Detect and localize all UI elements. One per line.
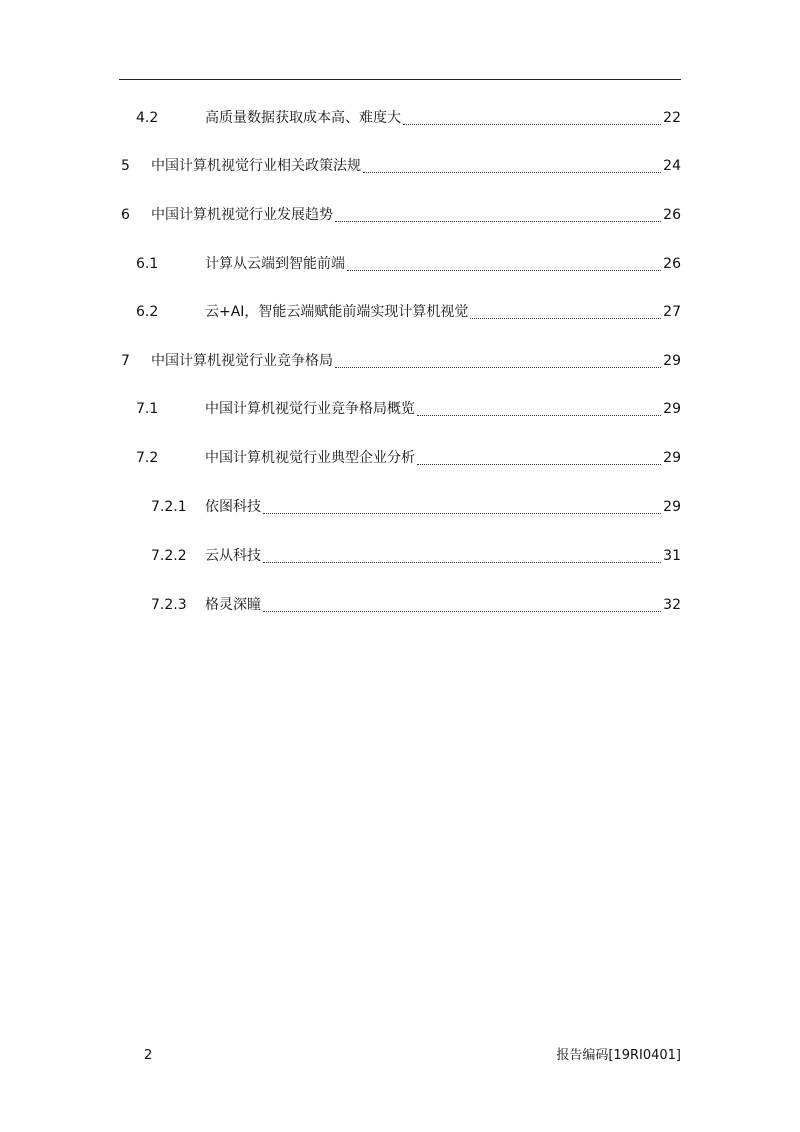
toc-entry-title: 云+AI，智能云端赋能前端实现计算机视觉 xyxy=(205,301,470,323)
toc-entry-number: 7.2.3 xyxy=(151,597,187,613)
toc-entry-page: 29 xyxy=(663,496,681,518)
toc-entry-page: 27 xyxy=(663,301,681,323)
toc-entry[interactable] xyxy=(0,545,800,567)
footer-report-code: 报告编码[19RI0401] xyxy=(556,1048,681,1063)
toc-entry-title: 云从科技 xyxy=(205,545,263,567)
toc-entry-title: 格灵深瞳 xyxy=(205,594,263,616)
dot-leader xyxy=(263,611,661,612)
toc-entry-number: 7 xyxy=(121,353,130,369)
toc-entry-number: 4.2 xyxy=(136,110,159,126)
dot-leader xyxy=(470,318,661,319)
toc-entry[interactable] xyxy=(0,107,800,129)
toc-entry[interactable] xyxy=(0,253,800,275)
toc-entry-number: 6.2 xyxy=(136,304,159,320)
toc-entry-title: 中国计算机视觉行业相关政策法规 xyxy=(151,155,363,177)
toc-entry[interactable] xyxy=(0,155,800,177)
dot-leader xyxy=(347,270,661,271)
toc-entry[interactable] xyxy=(0,594,800,616)
toc-entry-number: 7.2.2 xyxy=(151,548,187,564)
toc-entry-page: 29 xyxy=(663,447,681,469)
toc-entry[interactable] xyxy=(0,496,800,518)
toc-entry-number: 5 xyxy=(121,158,130,174)
toc-entry-title: 中国计算机视觉行业竞争格局 xyxy=(151,350,335,372)
dot-leader xyxy=(417,415,661,416)
header-rule xyxy=(119,79,681,80)
toc-entry[interactable] xyxy=(0,204,800,226)
toc-entry-number: 7.1 xyxy=(136,401,159,417)
toc-entry-number: 6.1 xyxy=(136,256,159,272)
toc-entry-title: 中国计算机视觉行业发展趋势 xyxy=(151,204,335,226)
toc-entry-number: 7.2 xyxy=(136,450,159,466)
toc-entry-title: 中国计算机视觉行业竞争格局概览 xyxy=(205,398,417,420)
toc-entry-title: 中国计算机视觉行业典型企业分析 xyxy=(205,447,417,469)
toc-entry-number: 6 xyxy=(121,207,130,223)
toc-entry-page: 32 xyxy=(663,594,681,616)
dot-leader xyxy=(403,124,661,125)
dot-leader xyxy=(417,464,661,465)
toc-entry-title: 依图科技 xyxy=(205,496,263,518)
toc-entry-title: 高质量数据获取成本高、难度大 xyxy=(205,107,403,129)
toc-entry-page: 29 xyxy=(663,350,681,372)
toc-entry-page: 26 xyxy=(663,253,681,275)
toc-entry-page: 24 xyxy=(663,155,681,177)
toc-entry[interactable] xyxy=(0,301,800,323)
toc-entry-number: 7.2.1 xyxy=(151,499,187,515)
toc-entry[interactable] xyxy=(0,447,800,469)
toc-entry[interactable] xyxy=(0,398,800,420)
dot-leader xyxy=(335,367,661,368)
toc-entry-page: 29 xyxy=(663,398,681,420)
toc-entry-page: 26 xyxy=(663,204,681,226)
dot-leader xyxy=(335,221,661,222)
dot-leader xyxy=(263,513,661,514)
toc-entry[interactable] xyxy=(0,350,800,372)
footer-page-number: 2 xyxy=(144,1048,153,1063)
dot-leader xyxy=(263,562,661,563)
toc-entry-page: 22 xyxy=(663,107,681,129)
toc-entry-page: 31 xyxy=(663,545,681,567)
dot-leader xyxy=(363,172,661,173)
toc-entry-title: 计算从云端到智能前端 xyxy=(205,253,347,275)
